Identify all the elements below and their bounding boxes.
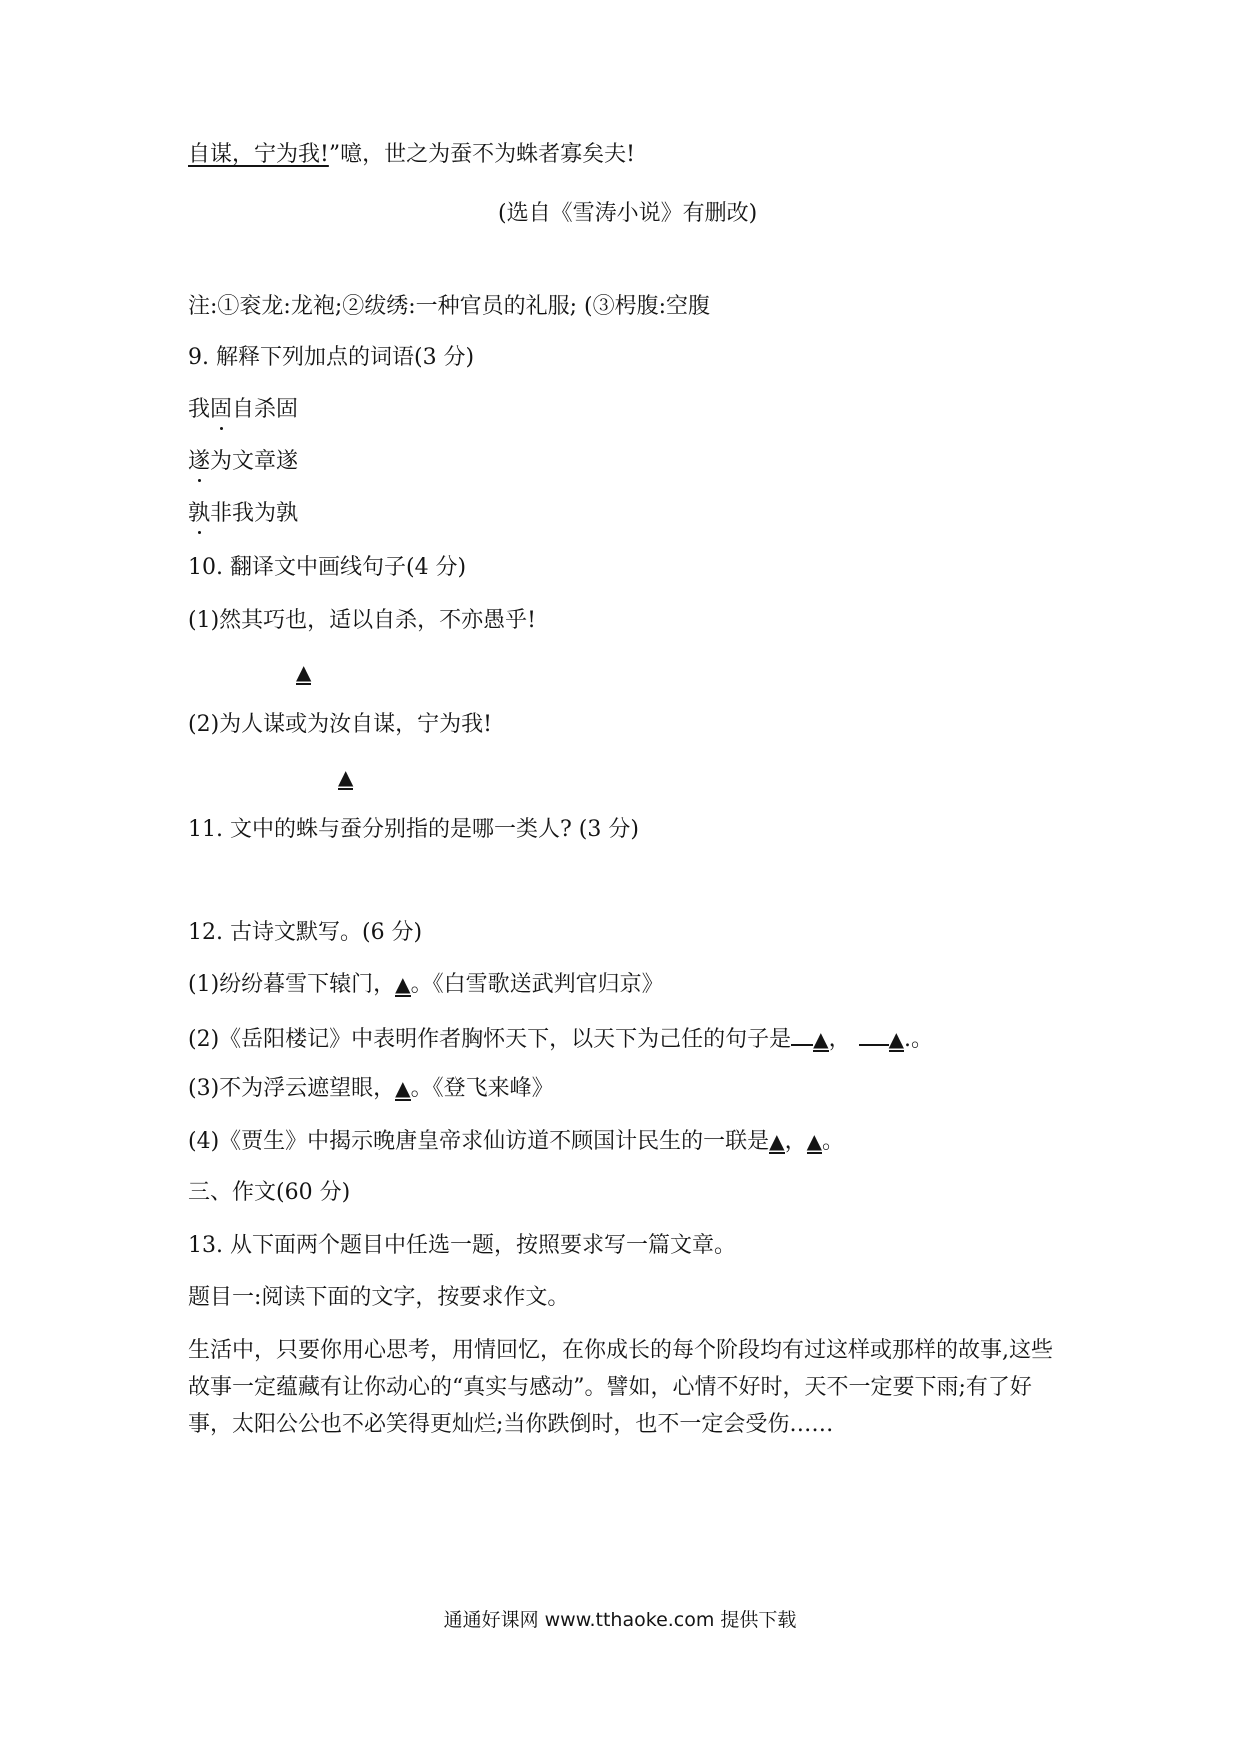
- q12-line-3: (3)不为浮云遮望眼，▲。《登飞来峰》: [188, 1076, 554, 1101]
- question-10-title: 10. 翻译文中画线句子(4 分): [188, 555, 467, 580]
- answer-triangle-1: ▲: [296, 660, 312, 684]
- question-9-title: 9. 解释下列加点的词语(3 分): [188, 345, 475, 370]
- q9-item-1: 我固自杀固: [188, 395, 298, 425]
- q13-paragraph-line-3: 事，太阳公公也不必笑得更灿烂;当你跌倒时，也不一定会受伤……: [188, 1412, 834, 1437]
- q9-item-2: 遂为文章遂: [188, 447, 298, 477]
- q12-line-2: (2)《岳阳楼记》中表明作者胸怀天下，以天下为己任的句子是 ▲， ▲.。: [188, 1022, 933, 1055]
- q10-sentence-1: (1)然其巧也，适以自杀，不亦愚乎!: [188, 608, 537, 633]
- source-citation: (选自《雪涛小说》有删改): [498, 201, 758, 226]
- dotted-char: 孰: [188, 499, 210, 529]
- q13-topic-1: 题目一:阅读下面的文字，按要求作文。: [188, 1285, 570, 1310]
- question-13-title: 13. 从下面两个题目中任选一题，按照要求写一篇文章。: [188, 1233, 736, 1258]
- annotation-note: 注:①衮龙:龙袍;②绂绣:一种官员的礼服; (③枵腹:空腹: [188, 294, 711, 319]
- section-3-heading: 三、作文(60 分): [188, 1180, 351, 1205]
- q12-line-4: (4)《贾生》中揭示晚唐皇帝求仙访道不顾国计民生的一联是▲，▲。: [188, 1129, 844, 1154]
- q13-paragraph-line-1: 生活中，只要你用心思考，用情回忆，在你成长的每个阶段均有过这样或那样的故事,这些: [188, 1338, 1053, 1363]
- dotted-char: 遂: [188, 447, 210, 477]
- q12-line-1: (1)纷纷暮雪下辕门，▲。《白雪歌送武判官归京》: [188, 972, 664, 997]
- underlined-sentence: 自谋，宁为我!: [188, 142, 329, 167]
- q13-paragraph-line-2: 故事一定蕴藏有让你动心的“真实与感动”。譬如，心情不好时，天不一定要下雨;有了好: [188, 1375, 1032, 1400]
- dotted-char: 固: [210, 395, 232, 425]
- passage-end-rest: ”噫，世之为蚕不为蛛者寡矣夫!: [328, 142, 635, 167]
- answer-triangle-2: ▲: [338, 765, 354, 789]
- q9-item-3: 孰非我为孰: [188, 499, 298, 529]
- passage-end: [188, 140, 635, 170]
- question-11-title: 11. 文中的蛛与蚕分别指的是哪一类人? (3 分): [188, 817, 639, 842]
- footer-credit: 通通好课网 www.tthaoke.com 提供下载: [443, 1609, 797, 1631]
- q10-sentence-2: (2)为人谋或为汝自谋，宁为我!: [188, 712, 493, 737]
- question-12-title: 12. 古诗文默写。(6 分): [188, 920, 423, 945]
